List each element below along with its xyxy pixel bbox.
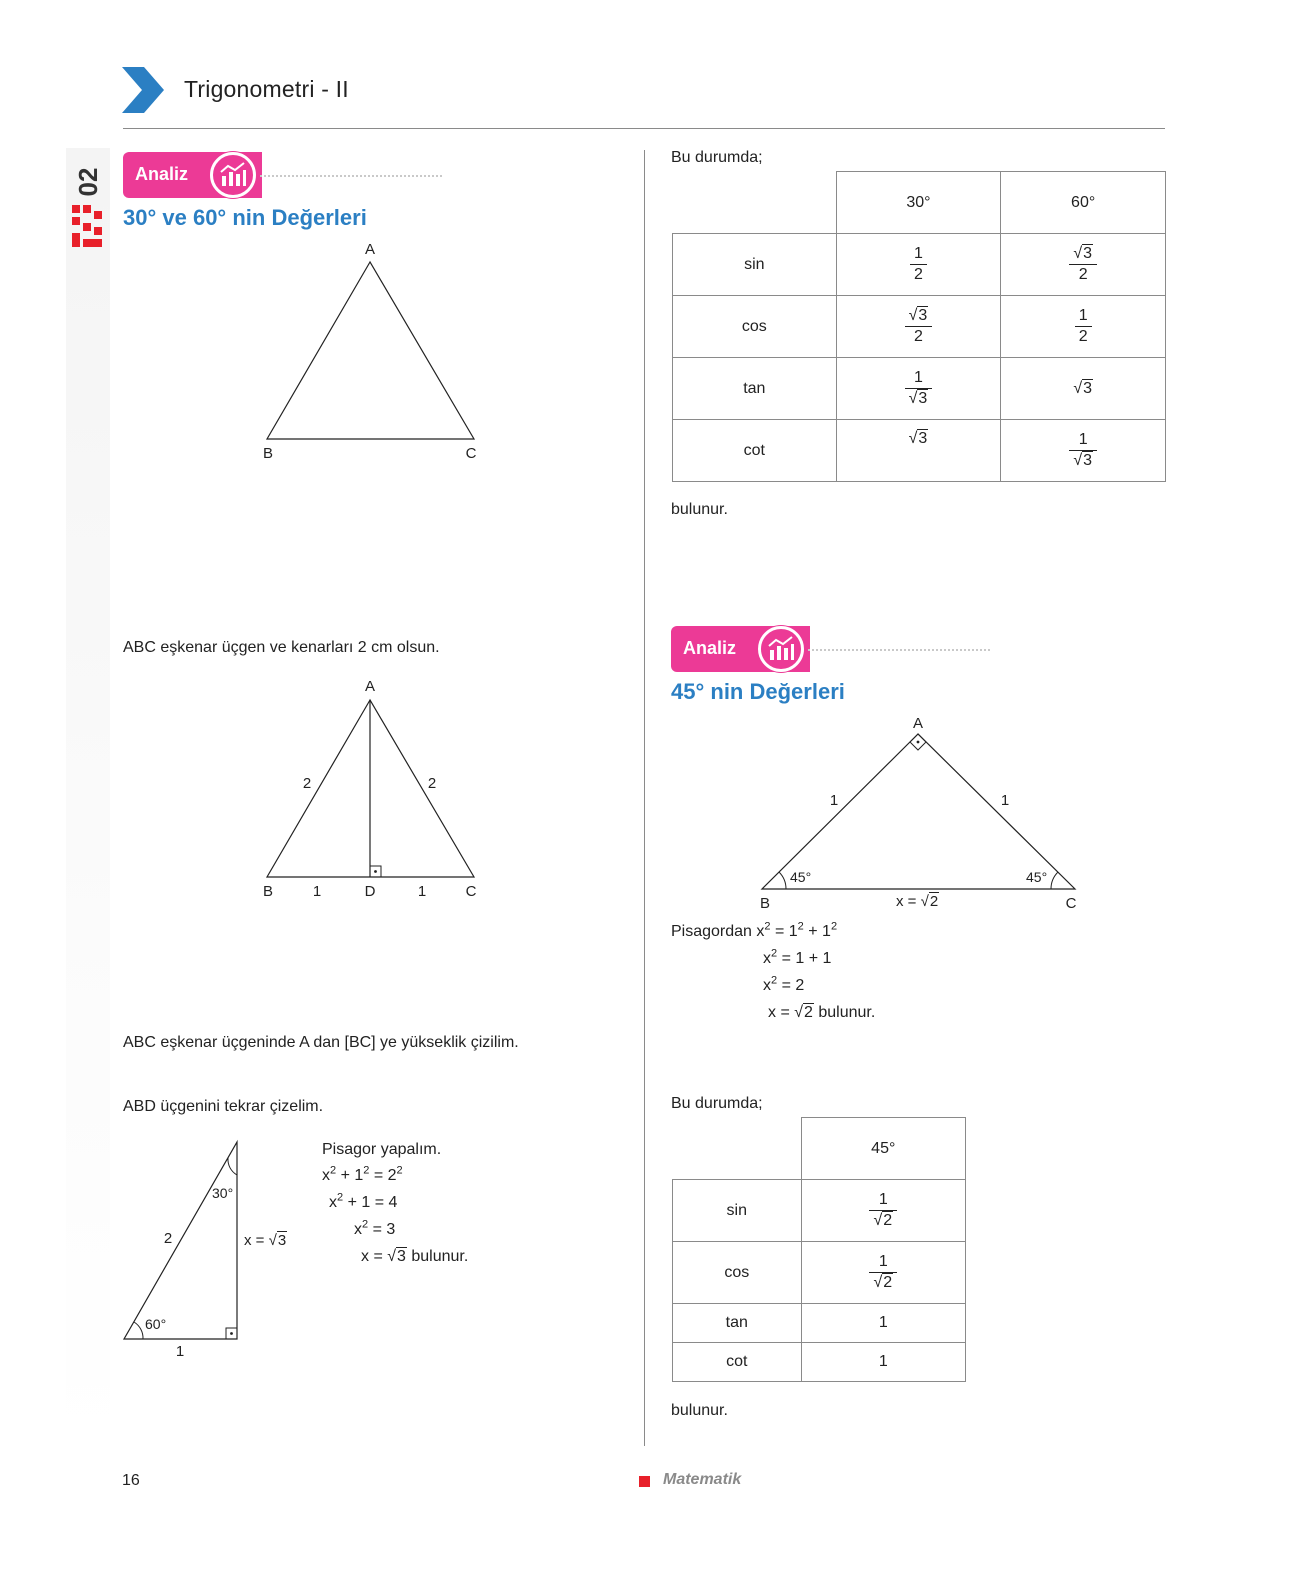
cell-cos-45: $\frac{1}{√2}$ (801, 1242, 965, 1304)
side-ac-label: 1 (1000, 792, 1010, 809)
row2-label-cos: cos (673, 1242, 802, 1304)
right-triangle-abd-figure (118, 1136, 308, 1366)
table2-header-45: 45° (801, 1118, 965, 1180)
page-number: 16 (122, 1472, 140, 1489)
cell-sin-45: $\frac{1}{√2}$ (801, 1180, 965, 1242)
after-table-1: bulunur. (671, 501, 728, 518)
cell-sin-30: $\frac{1}{2}$ (836, 234, 1001, 296)
altitude-triangle-figure (250, 676, 490, 906)
analiz-badge-label: Analiz (135, 164, 189, 184)
vertex-b-label: B (262, 445, 274, 462)
cell-cot-60: $\frac{1}{√3}$ (1001, 420, 1166, 482)
trig-table-45 (672, 1117, 966, 1382)
intro-bu-durumda-2: Bu durumda; (671, 1095, 763, 1112)
vertex-b-label: B (262, 883, 274, 900)
cell-cot-45: 1 (801, 1343, 965, 1382)
row-label-cot: cot (673, 420, 837, 482)
chevron-icon (122, 67, 164, 113)
badge-2-dotted-line (808, 649, 990, 651)
footer-square-icon (639, 1476, 650, 1487)
cell-tan-30: $\frac{1}{√3}$ (836, 358, 1001, 420)
angle-60-label: 60° (145, 1316, 167, 1332)
paragraph-side-length: ABC eşkenar üçgen ve kenarları 2 cm olsun. (123, 639, 440, 656)
angle-b-label: 45° (790, 869, 812, 885)
height-label: x = √3 (244, 1232, 287, 1249)
side-logo-icon (72, 205, 102, 249)
pisagordan-line-3: $x^2 = 2$ (763, 974, 805, 994)
cell-cos-30: $\frac{√3}{2}$ (836, 296, 1001, 358)
row2-label-sin: sin (673, 1180, 802, 1242)
trig-table-30-60 (672, 171, 1166, 482)
section-title-45: 45° nin Değerleri (671, 679, 845, 704)
page-header-title: Trigonometri - II (184, 76, 349, 102)
pisagor-line-3: $x^2 = 3$ (354, 1218, 396, 1238)
vertex-a-label: A (912, 715, 924, 732)
badge-dotted-line (260, 175, 442, 177)
section-title-30-60: 30° ve 60° nin Değerleri (123, 205, 367, 230)
base-label: 1 (175, 1343, 185, 1360)
hypotenuse-label: 2 (163, 1230, 173, 1247)
header-rule (123, 128, 1165, 129)
paragraph-redraw: ABD üçgenini tekrar çizelim. (123, 1098, 324, 1115)
table-header-30: 30° (836, 172, 1001, 234)
cell-tan-60: √3 (1001, 358, 1166, 420)
table-header-60: 60° (1001, 172, 1166, 234)
pisagor-line-2: $x^2 + 1 = 4$ (329, 1191, 398, 1211)
segment-dc-label: 1 (417, 883, 427, 900)
bar-chart-icon (766, 634, 796, 664)
row-label-sin: sin (673, 234, 837, 296)
after-table-2: bulunur. (671, 1402, 728, 1419)
side-ab-label: 1 (829, 792, 839, 809)
cell-cos-60: $\frac{1}{2}$ (1001, 296, 1166, 358)
pisagor-intro: Pisagor yapalım. (322, 1141, 442, 1158)
pisagordan-line-2: $x^2 = 1 + 1$ (763, 947, 832, 967)
vertex-c-label: C (1065, 895, 1077, 912)
cell-sin-60: $\frac{√3}{2}$ (1001, 234, 1166, 296)
side-ac-label: 2 (427, 775, 437, 792)
vertex-a-label: A (364, 241, 376, 258)
row-label-cos: cos (673, 296, 837, 358)
cell-cot-30: √3 (836, 420, 1001, 482)
vertex-c-label: C (465, 445, 477, 462)
row2-label-cot: cot (673, 1343, 802, 1382)
paragraph-altitude: ABC eşkenar üçgeninde A dan [BC] ye yükseklik çizilim. (123, 1034, 519, 1051)
pisagordan-line-1: Pisagordan $x^2 = 1^2 + 1^2$ (671, 920, 838, 940)
column-divider (644, 150, 645, 1446)
side-ab-label: 2 (302, 775, 312, 792)
vertex-c-label: C (465, 883, 477, 900)
vertex-a-label: A (364, 678, 376, 695)
side-number: 02 (73, 167, 103, 197)
analiz-badge-2-label: Analiz (683, 638, 737, 658)
angle-30-label: 30° (212, 1185, 234, 1201)
row2-label-tan: tan (673, 1304, 802, 1343)
bar-chart-icon (218, 160, 248, 190)
table-corner (673, 172, 837, 234)
segment-bd-label: 1 (312, 883, 322, 900)
side-band (66, 148, 110, 1448)
cell-tan-45: 1 (801, 1304, 965, 1343)
footer-subject: Matematik (663, 1471, 742, 1488)
table2-corner (673, 1118, 802, 1180)
pisagor-line-4: x = √3 bulunur. (361, 1248, 469, 1265)
vertex-d-label: D (364, 883, 376, 900)
triangle-abc (267, 262, 474, 439)
vertex-b-label: B (759, 895, 771, 912)
pisagor-line-1: $x^2 + 1^2 = 2^2$ (322, 1164, 403, 1184)
row-label-tan: tan (673, 358, 837, 420)
intro-bu-durumda: Bu durumda; (671, 149, 763, 166)
angle-c-label: 45° (1026, 869, 1048, 885)
equilateral-triangle-figure (250, 238, 490, 466)
pisagordan-line-4: x = √2 bulunur. (768, 1004, 876, 1021)
base-x-label: x = √2 (896, 893, 939, 910)
